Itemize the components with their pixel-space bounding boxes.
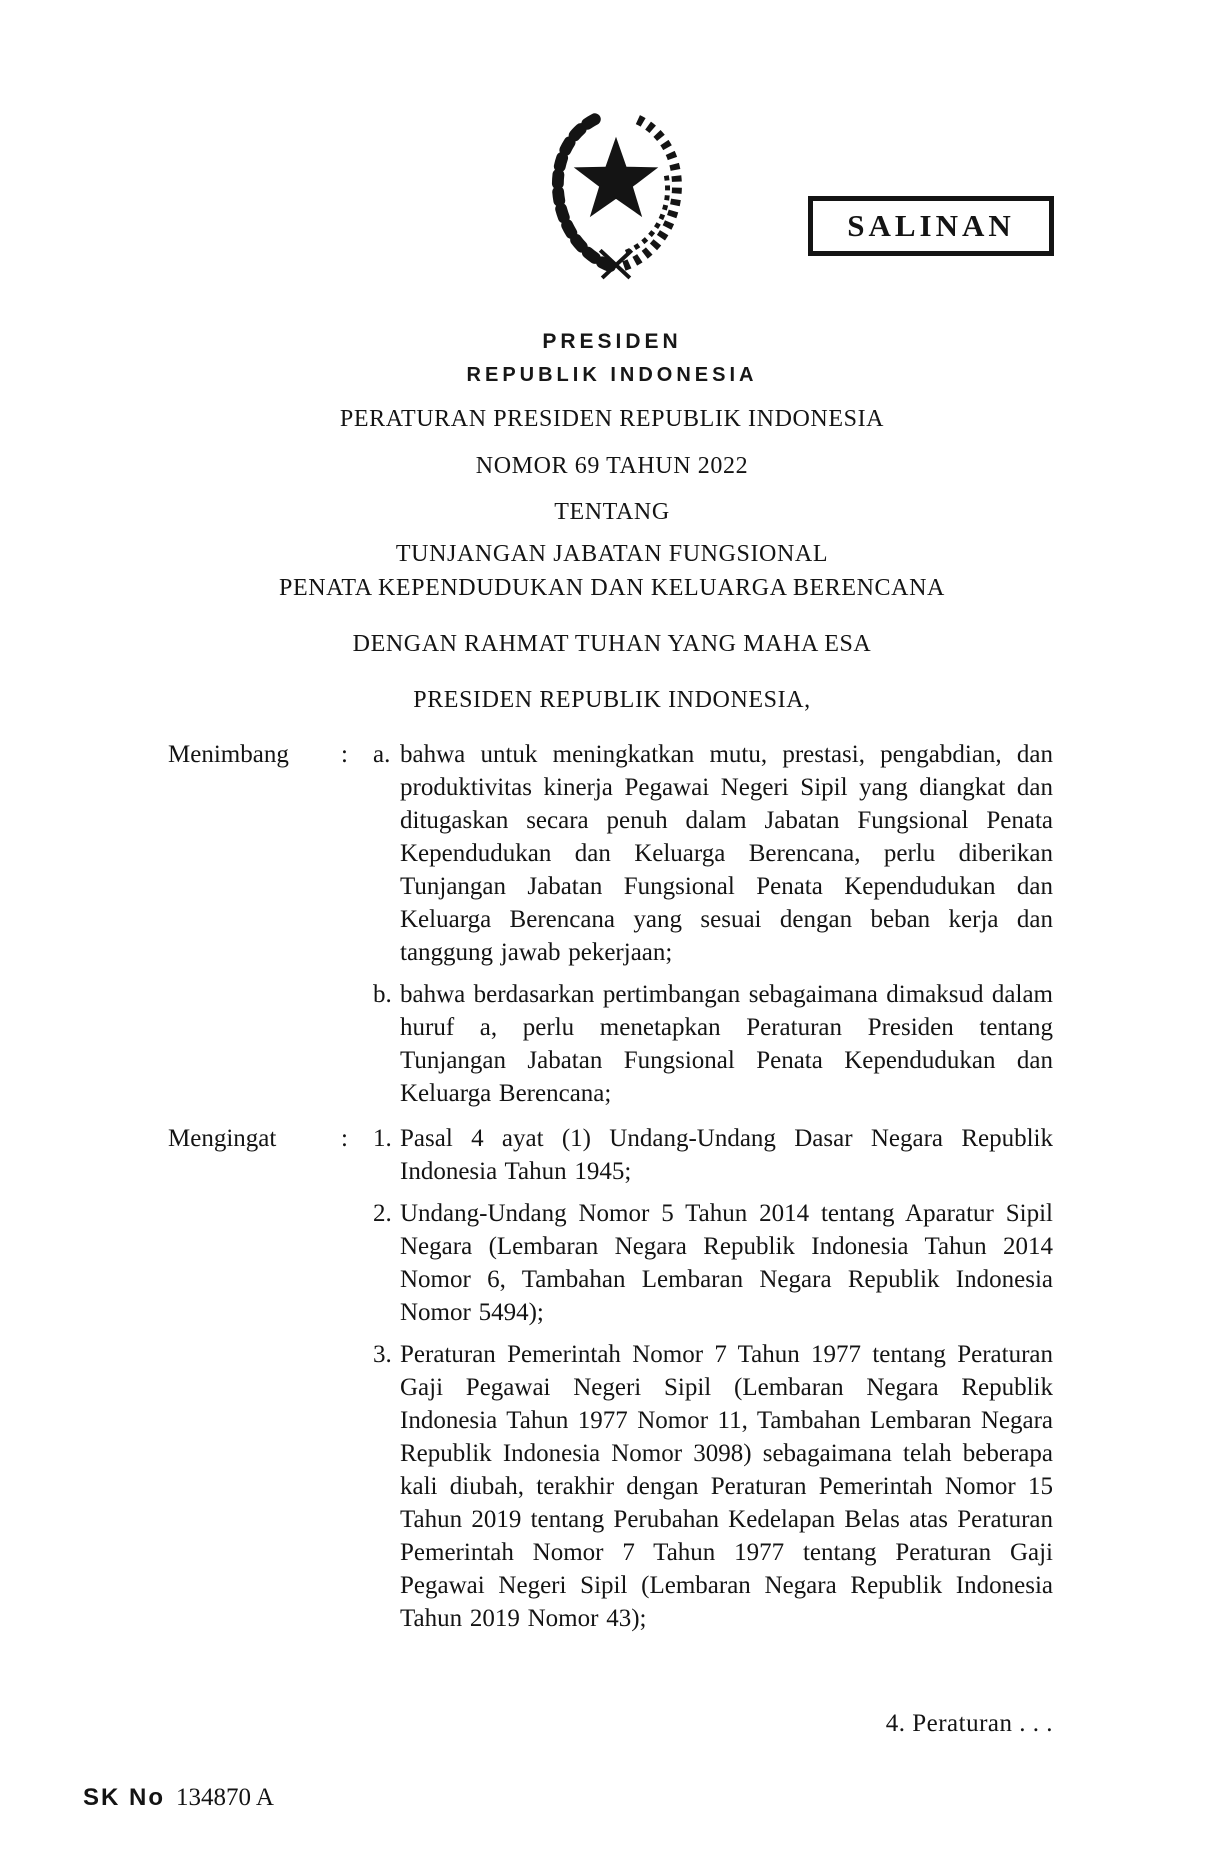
consideration-label: Menimbang: [168, 741, 289, 768]
item-marker: a.: [373, 741, 391, 768]
presidential-seal-icon: [537, 104, 695, 280]
consideration-label: Mengingat: [168, 1125, 277, 1152]
regulation-title: PERATURAN PRESIDEN REPUBLIK INDONESIA: [339, 406, 885, 432]
enacting-authority: PRESIDEN REPUBLIK INDONESIA,: [413, 687, 811, 713]
subject-line-2: PENATA KEPENDUDUKAN DAN KELUARGA BERENCANA: [279, 575, 945, 601]
list-item: [373, 1122, 1053, 1188]
subject-line-1: TUNJANGAN JABATAN FUNGSIONAL: [395, 541, 829, 567]
item-text: bahwa berdasarkan pertimbangan sebagaimana dimaksud dalam huruf a, perlu menetapkan Peraturan Presiden tentang Tunjangan Jabatan Fungsional Penata Kependudukan dan Keluarga Berencana;: [400, 981, 1053, 1107]
item-marker: b.: [373, 981, 392, 1008]
star-icon: [574, 137, 659, 217]
mengingat-section: [168, 1122, 1053, 1635]
salinan-stamp: SALINAN: [808, 196, 1054, 256]
invocation: DENGAN RAHMAT TUHAN YANG MAHA ESA: [352, 631, 872, 657]
item-marker: 1.: [373, 1125, 392, 1152]
list-item: [373, 978, 1053, 1110]
item-text: bahwa untuk meningkatkan mutu, prestasi, pengabdian, dan produktivitas kinerja Pegawai Negeri Sipil yang diangkat dan ditugaskan secara penuh dalam Jabatan Fungsional Penata Kependudukan dan Keluarga Berencana, perlu diberikan Tunjangan Jabatan Fungsional Penata Kependudukan dan Keluarga Berencana yang sesuai dengan beban kerja dan tanggung jawab pekerjaan;: [400, 741, 1053, 966]
colon-separator: :: [341, 1125, 348, 1152]
preamble: [168, 738, 1053, 1635]
tentang-label: TENTANG: [554, 499, 670, 525]
mengingat-items: [373, 1122, 1053, 1635]
sk-label: SK No: [83, 1784, 165, 1811]
list-item: [373, 1338, 1053, 1635]
item-text: Pasal 4 ayat (1) Undang-Undang Dasar Negara Republik Indonesia Tahun 1945;: [400, 1125, 1053, 1185]
sk-number: [83, 1784, 274, 1812]
sk-value: 134870 A: [176, 1784, 274, 1811]
list-item: [373, 738, 1053, 969]
letterhead: [0, 330, 1224, 387]
item-marker: 2.: [373, 1200, 392, 1227]
item-text: Undang-Undang Nomor 5 Tahun 2014 tentang Aparatur Sipil Negara (Lembaran Negara Republik Indonesia Tahun 2014 Nomor 6, Tambahan Lembaran Negara Republik Indonesia Nomor 5494);: [400, 1200, 1053, 1326]
menimbang-section: [168, 738, 1053, 1110]
list-item: [373, 1197, 1053, 1329]
menimbang-items: [373, 738, 1053, 1110]
catchword: 4. Peraturan . . .: [885, 1710, 1053, 1737]
regulation-number: NOMOR 69 TAHUN 2022: [475, 453, 749, 479]
item-marker: 3.: [373, 1341, 392, 1368]
letterhead-republik-indonesia: REPUBLIK INDONESIA: [466, 364, 758, 386]
item-text: Peraturan Pemerintah Nomor 7 Tahun 1977 tentang Peraturan Gaji Pegawai Negeri Sipil (Lembaran Negara Republik Indonesia Tahun 1977 Nomor 11, Tambahan Lembaran Negara Republik Indonesia Nomor 3098) sebagaimana telah beberapa kali diubah, terakhir dengan Peraturan Pemerintah Nomor 15 Tahun 2019 tentang Perubahan Kedelapan Belas atas Peraturan Pemerintah Nomor 7 Tahun 1977 tentang Peraturan Gaji Pegawai Negeri Sipil (Lembaran Negara Republik Indonesia Tahun 2019 Nomor 43);: [400, 1341, 1053, 1632]
letterhead-presiden: PRESIDEN: [542, 330, 682, 353]
colon-separator: :: [341, 741, 348, 768]
title-block: [0, 404, 1224, 715]
